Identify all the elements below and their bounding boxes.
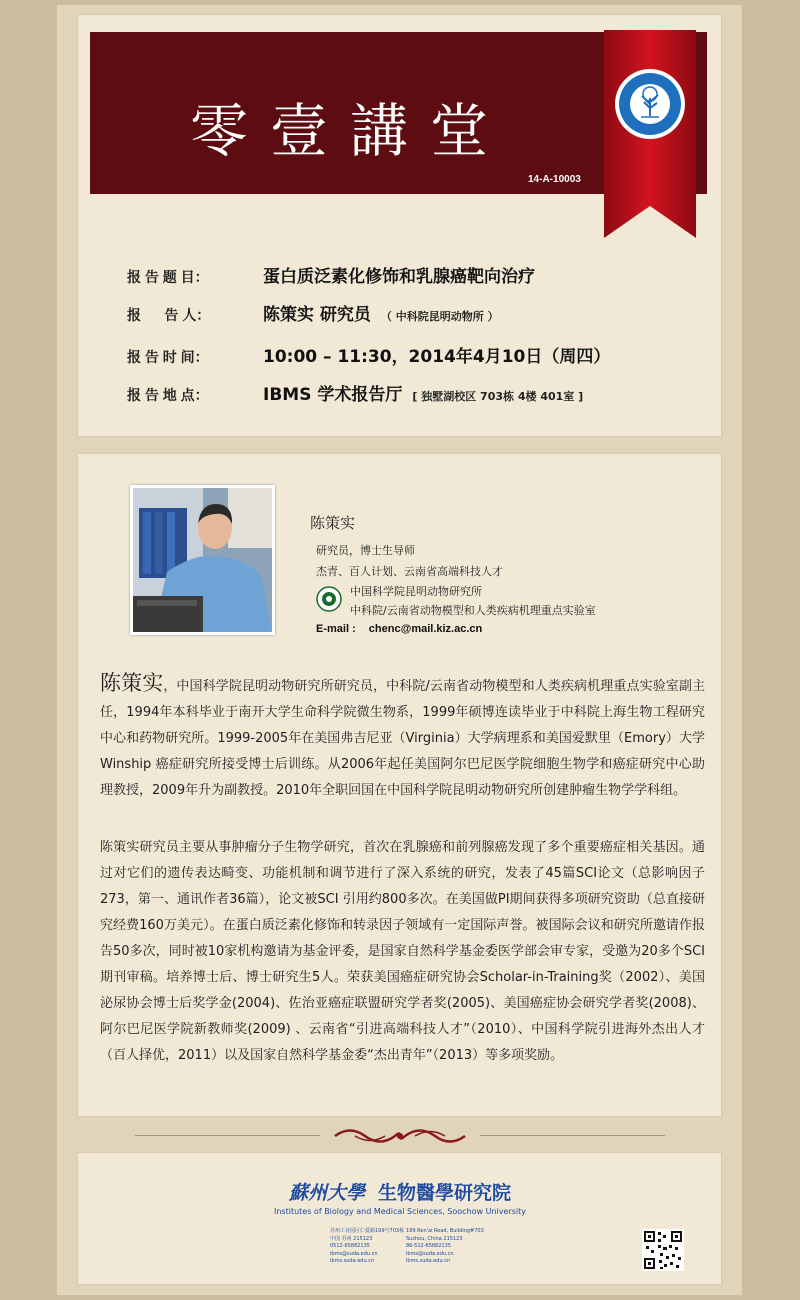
speaker-name: 陈策实	[310, 514, 356, 532]
institute-seal-icon	[614, 68, 686, 140]
time-label: 报 告 时 间：	[127, 349, 209, 365]
addr-en-line: Suzhou, China 215123	[406, 1235, 463, 1242]
email-address[interactable]: chenc@mail.kiz.ac.cn	[368, 623, 483, 635]
divider-right	[480, 1135, 665, 1136]
footer-logo	[0, 1178, 800, 1205]
venue-label: 报 告 地 点：	[127, 387, 209, 403]
email-row	[316, 623, 482, 635]
speaker-honors: 杰青、百人计划、云南省高端科技人才	[316, 565, 503, 578]
institute-name-en: Institutes of Biology and Medical Sciences, Soochow University	[274, 1207, 526, 1216]
divider-left	[135, 1135, 320, 1136]
speaker-title: 研究员，博士生导师	[316, 544, 415, 557]
bio-paragraph-1	[100, 670, 705, 804]
address-cn	[330, 1228, 404, 1266]
addr-cn-line: ibms@suda.edu.cn	[330, 1250, 378, 1257]
qr-code-icon[interactable]	[642, 1229, 684, 1271]
addr-cn-line: ibms.suda.edu.cn	[330, 1258, 375, 1264]
info-row-venue	[127, 380, 583, 405]
addr-en-line: ibms.suda.edu.cn	[406, 1258, 451, 1264]
venue-detail: [ 独墅湖校区 703栋 4楼 401室 ]	[412, 390, 584, 403]
ornament-icon	[325, 1123, 475, 1149]
venue-value: IBMS 学术报告厅	[263, 385, 403, 405]
address-en	[406, 1228, 484, 1266]
time-value: 10:00 – 11:30，2014年4月10日（周四）	[263, 347, 611, 367]
topic-label: 报 告 题 目：	[127, 269, 209, 285]
speaker-value: 陈策实 研究员	[263, 305, 371, 325]
bio-text-1: ，中国科学院昆明动物研究所研究员，中科院/云南省动物模型和人类疾病机理重点实验室副主任，1994年本科毕业于南开大学生命科学院微生物系，1999年硕博连读毕业于中科院上海生物工程研究中心和药物研究所。1999-2005年在美国弗吉尼亚（Virginia）大学病理系和美国爱默里（Emory）大学Winship 癌症研究所接受博士后训练。从2006年起任美国阿尔巴尼医学院细胞生物学和癌症研究中心助理教授，2009年升为副教授。2010年全职回国在中国科学院昆明动物研究所创建肿瘤生物学学科组。	[100, 679, 706, 798]
addr-cn-line: 中国 苏州 215123	[330, 1235, 373, 1242]
bio-paragraph-2: 陈策实研究员主要从事肿瘤分子生物学研究，首次在乳腺癌和前列腺癌发现了多个重要癌症相关基因。通过对它们的遗传表达畸变、功能机制和调节进行了深入系统的研究，发表了45篇SCI论文（总影响因子273，第一、通讯作者36篇），论文被SCI 引用约800多次。在美国做PI期间获得多项研究资助（总直接研究经费160万美元）。在蛋白质泛素化修饰和转录因子领域有一定国际声誉。被国际会议和研究所邀请作报告50多次，同时被10家机构邀请为基金评委，是国家自然科学基金委医学部会审专家，受邀为20多个SCI期刊审稿。培养博士后、博士研究生5人。荣获美国癌症研究协会Scholar-in-Training奖（2002）、美国泌尿协会博士后奖学金(2004)、佐治亚癌症联盟研究学者奖(2005)、美国癌症协会研究学者奖(2008)、阿尔巴尼医学院新教师奖(2009) 、云南省“引进高端科技人才”（2010）、中国科学院引进海外杰出人才（百人择优，2011）以及国家自然科学基金委“杰出青年”（2013）等多项奖励。	[100, 840, 705, 1063]
institute-line-2: 中科院/云南省动物模型和人类疾病机理重点实验室	[350, 604, 596, 617]
addr-en-line: 199 Ren'ai Road, Building#703	[406, 1228, 484, 1234]
speaker-label: 报 告 人：	[127, 307, 211, 323]
speaker-photo	[130, 485, 275, 635]
info-row-speaker	[127, 300, 499, 325]
addr-en-line: 86-512-65882135	[406, 1243, 451, 1249]
institute-line-1: 中国科学院昆明动物研究所	[350, 585, 482, 598]
lecture-code: 14-A-10003	[528, 174, 581, 185]
addr-en-line: ibms@suda.edu.cn	[406, 1250, 454, 1257]
info-row-topic	[127, 262, 535, 287]
addr-cn-line: 苏州工业园区仁爱路199号703栋	[330, 1228, 405, 1234]
info-row-time	[127, 342, 610, 367]
speaker-affiliation: （ 中科院昆明动物所 ）	[380, 310, 499, 323]
bio-name: 陈策实	[100, 671, 164, 695]
university-name: 蘇州大學	[288, 1182, 365, 1204]
email-label: E-mail :	[316, 623, 356, 635]
topic-value: 蛋白质泛素化修饰和乳腺癌靶向治疗	[263, 267, 535, 287]
kiz-logo-icon	[316, 586, 342, 612]
addr-cn-line: 0512-65882135	[330, 1243, 370, 1249]
institute-name: 生物醫學研究院	[378, 1182, 512, 1204]
lecture-series-title: 零壹講堂	[189, 97, 510, 165]
